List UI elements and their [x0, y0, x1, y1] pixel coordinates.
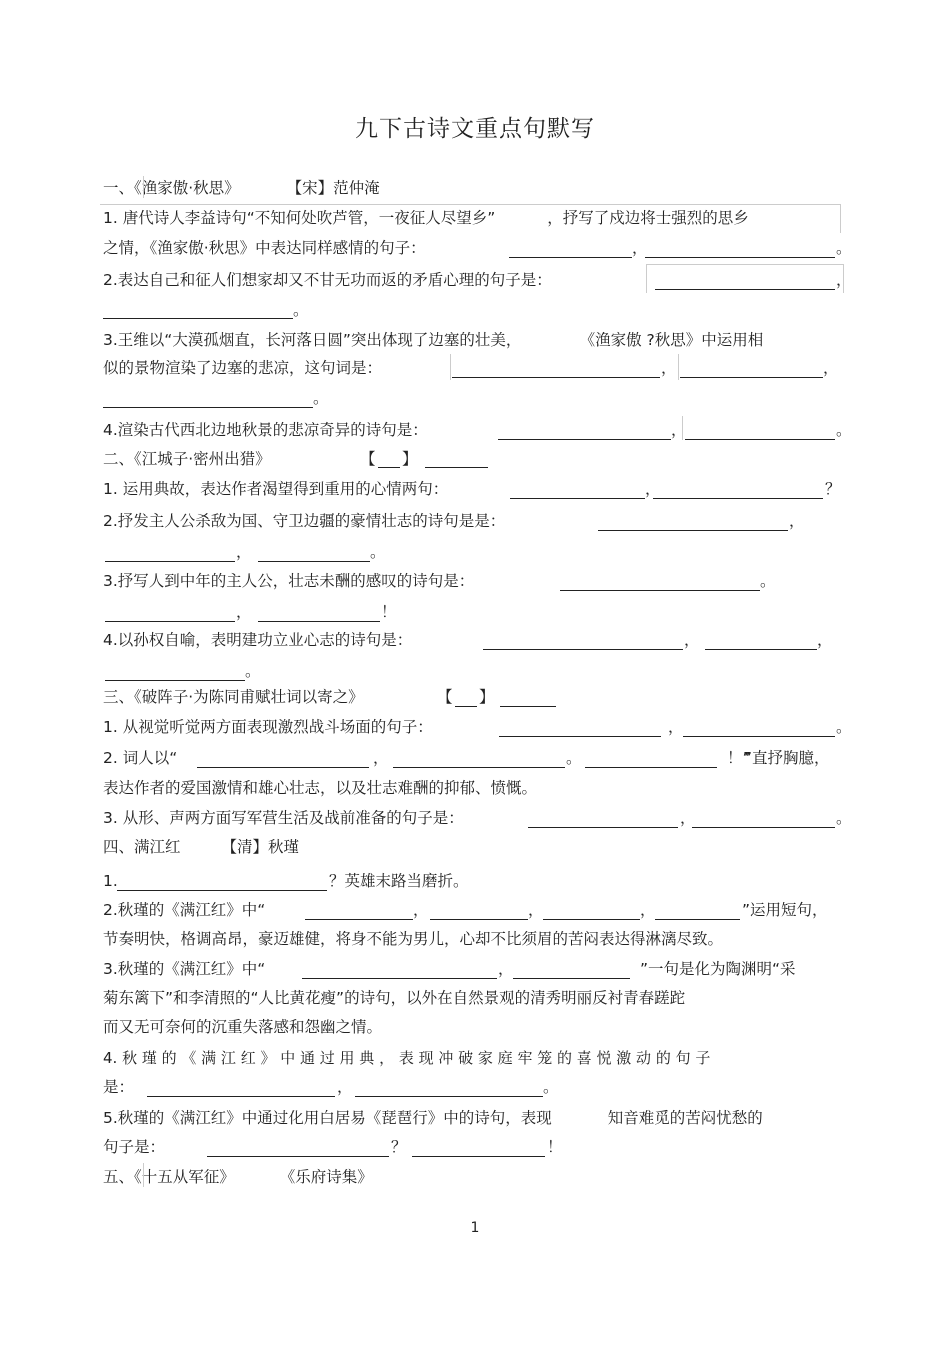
answer-blank[interactable] — [683, 721, 835, 737]
section-1-header — [103, 178, 380, 198]
s4-q3-line2: 菊东篱下”和李清照的“人比黄花瘦”的诗句，以外在自然景观的清秀明丽反衬青春蹉跎 — [103, 989, 686, 1007]
answer-blank[interactable] — [103, 303, 293, 319]
answer-blank[interactable] — [207, 1141, 389, 1157]
scan-mark — [100, 204, 841, 233]
answer-blank[interactable] — [498, 424, 671, 440]
s4-q4-line1: 4. 秋 瑾 的 《 满 江 红 》 中 通 过 用 典 ， 表 现 冲 破 家 庭 牢 笼 的 喜 悦 激 动 的 句 子 — [103, 1049, 711, 1067]
s1-q3-line1: 3.王维以“大漠孤烟直，长河落日圆”突出体现了边塞的壮美， 《渔家傲 ?秋思》中运用相 — [103, 331, 764, 349]
answer-blank[interactable] — [197, 752, 369, 768]
s4-q2-line1: 2.秋瑾的《满江红》中“ — [103, 901, 266, 919]
scan-mark — [450, 354, 451, 380]
answer-blank[interactable] — [452, 362, 660, 378]
s3-q2-line1: 2. 词人以“ — [103, 749, 178, 767]
scan-mark — [143, 176, 144, 198]
answer-blank[interactable] — [598, 515, 788, 531]
scan-mark — [143, 1163, 144, 1187]
s1-q2: 2.表达自己和征人们想家却又不甘无功而返的矛盾心理的句子是： — [103, 271, 552, 289]
s4-q4-line2: 是： — [103, 1078, 135, 1096]
s4-q3-line1: 3.秋瑾的《满江红》中“ — [103, 960, 266, 978]
answer-blank[interactable] — [543, 904, 640, 920]
answer-blank[interactable] — [509, 242, 632, 258]
s2-q1: 1. 运用典故，表达作者渴望得到重用的心情两句： — [103, 480, 449, 498]
section-title: 一、《渔家傲·秋思》 — [103, 179, 240, 197]
page-title: 九下古诗文重点句默写 — [355, 116, 595, 142]
s1-q1-line2: 之情，《渔家傲·秋思》中表达同样感情的句子： — [103, 239, 426, 257]
answer-blank[interactable] — [483, 634, 683, 650]
answer-blank[interactable] — [560, 575, 760, 591]
answer-blank[interactable] — [105, 546, 235, 562]
s4-q2-line2: 节奏明快，格调高昂，豪迈雄健，将身不能为男儿，心却不比须眉的苦闷表达得淋漓尽致。 — [103, 930, 724, 948]
answer-blank[interactable] — [585, 752, 717, 768]
s2-q4: 4.以孙权自喻，表明建功立业心志的诗句是： — [103, 631, 413, 649]
s2-q2: 2.抒发主人公杀敌为国、守卫边疆的豪情壮志的诗句是是： — [103, 512, 506, 530]
s3-q3: 3. 从形、声两方面写军营生活及战前准备的句子是： — [103, 809, 464, 827]
s4-q3-line3: 而又无可奈何的沉重失落感和怨幽之情。 — [103, 1018, 383, 1036]
answer-blank[interactable] — [105, 606, 235, 622]
answer-blank[interactable] — [513, 963, 630, 979]
answer-blank[interactable] — [455, 691, 477, 707]
scan-mark — [678, 354, 679, 380]
answer-blank[interactable] — [500, 691, 556, 707]
answer-blank[interactable] — [258, 606, 380, 622]
s3-q2-line2: 表达作者的爱国激情和雄心壮志，以及壮志难酬的抑郁、愤慨。 — [103, 779, 538, 797]
answer-blank[interactable] — [355, 1081, 543, 1097]
answer-blank[interactable] — [705, 634, 817, 650]
answer-blank[interactable] — [117, 875, 327, 891]
answer-blank[interactable] — [393, 752, 565, 768]
answer-blank[interactable] — [645, 242, 835, 258]
s1-q1-line1: 1. 唐代诗人李益诗句“不知何处吹芦管，一夜征人尽望乡” ，抒写了戍边将士强烈的思乡 — [103, 209, 749, 227]
author: 【宋】范仲淹 — [286, 179, 380, 197]
section-2-header: 二、《江城子·密州出猎》 — [103, 450, 271, 468]
document-page: 九下古诗文重点句默写 一、《渔家傲·秋思》 【宋】范仲淹 1. 唐代诗人李益诗句“不知何处吹芦管，一夜征人尽望乡” ，抒写了戍边将士强烈的思乡 之情，《渔家傲·秋思》中表达同样感情的句子： ， 。 2.表达自己和征人们想家却又不甘无功而返的矛盾心理的句子是： ， 。 3.王维以“大漠孤烟直，长河落日圆”突出体现了边塞的壮美， 《渔家傲 ?秋思》中运用相 似的景物渲染了边塞的悲凉，这句词是： ， ， 。 4.渲染古代西北边地秋景的悲凉奇异的诗句是： ， 。 二、《江城子·密州出猎》 【 】 1. 运用典故，表达作者渴望得到重用的心情两句： ， ？ 2.抒发主人公杀敌为国、守卫边疆的豪情壮志的诗句是是： ， ， 。 3.抒写人到中年的主人公，壮志未酬的感叹的诗句是： 。 ， ！ 4.以孙权自喻，表明建功立业心志的诗句是： ， ， 。 三、《破阵子·为陈同甫赋壮词以寄之》 【 】 1. 从视觉听觉两方面表现激烈战斗场面的句子： ， 。 2. 词人以“ ， 。 ！” ”直抒胸臆， 表达作者的爱国激情和雄心壮志，以及壮志难酬的抑郁、愤慨。 3. 从形、声两方面写军营生活及战前准备的句子是： ， 。 四、满江红 【清】秋瑾 1. ？英雄末路当磨折。 2.秋瑾的《满江红》中“ ， ， ， ”运用短句， 节奏明快，格调高昂，豪迈雄健，将身不能为男儿，心却不比须眉的苦闷表达得淋漓尽致。 3.秋瑾的《满江红》中“ ， ”一句是化为陶渊明“采 菊东篱下”和李清照的“人比黄花瘦”的诗句，以外在自然景观的清秀明丽反衬青春蹉跎 而又无可奈何的沉重失落感和怨幽之情。 4. 秋 瑾 的 《 满 江 红 》 中 通 过 用 典 ， 表 现 冲 破 家 庭 牢 笼 的 喜 悦 激 动 的 句 子 是： ， 。 5.秋瑾的《满江红》中通过化用白居易《琵琶行》中的诗句，表现 知音难觅的苦闷忧愁的 句子是： ？ ！ 五、《十五从军征》 《乐府诗集》 1 — [0, 0, 950, 1346]
page-number: 1 — [470, 1220, 480, 1236]
answer-blank[interactable] — [430, 904, 528, 920]
answer-blank[interactable] — [655, 904, 740, 920]
answer-blank[interactable] — [103, 392, 313, 408]
answer-blank[interactable] — [305, 904, 413, 920]
answer-blank[interactable] — [105, 665, 245, 681]
answer-blank[interactable] — [680, 362, 823, 378]
answer-blank[interactable] — [528, 812, 678, 828]
answer-blank[interactable] — [147, 1081, 335, 1097]
answer-blank[interactable] — [302, 963, 497, 979]
answer-blank[interactable] — [655, 274, 835, 290]
answer-blank[interactable] — [685, 424, 835, 440]
answer-blank[interactable] — [499, 721, 661, 737]
section-3-header: 三、《破阵子·为陈同甫赋壮词以寄之》 — [103, 688, 364, 706]
answer-blank[interactable] — [412, 1141, 545, 1157]
s3-q1: 1. 从视觉听觉两方面表现激烈战斗场面的句子： — [103, 718, 433, 736]
scan-mark — [682, 416, 683, 440]
s2-q3: 3.抒写人到中年的主人公，壮志未酬的感叹的诗句是： — [103, 572, 475, 590]
s1-q4: 4.渲染古代西北边地秋景的悲凉奇异的诗句是： — [103, 421, 428, 439]
answer-blank[interactable] — [425, 452, 488, 468]
s4-q5-line2: 句子是： — [103, 1138, 166, 1156]
answer-blank[interactable] — [378, 452, 400, 468]
answer-blank[interactable] — [258, 546, 370, 562]
section-5-header: 五、《十五从军征》 《乐府诗集》 — [103, 1168, 373, 1186]
answer-blank[interactable] — [510, 483, 645, 499]
s1-q3-line2: 似的景物渲染了边塞的悲凉，这句词是： — [103, 359, 383, 377]
answer-blank[interactable] — [692, 812, 835, 828]
section-4-header: 四、满江红 【清】秋瑾 — [103, 838, 299, 856]
answer-blank[interactable] — [653, 483, 823, 499]
s4-q5-line1: 5.秋瑾的《满江红》中通过化用白居易《琵琶行》中的诗句，表现 知音难觅的苦闷忧愁的 — [103, 1109, 763, 1127]
